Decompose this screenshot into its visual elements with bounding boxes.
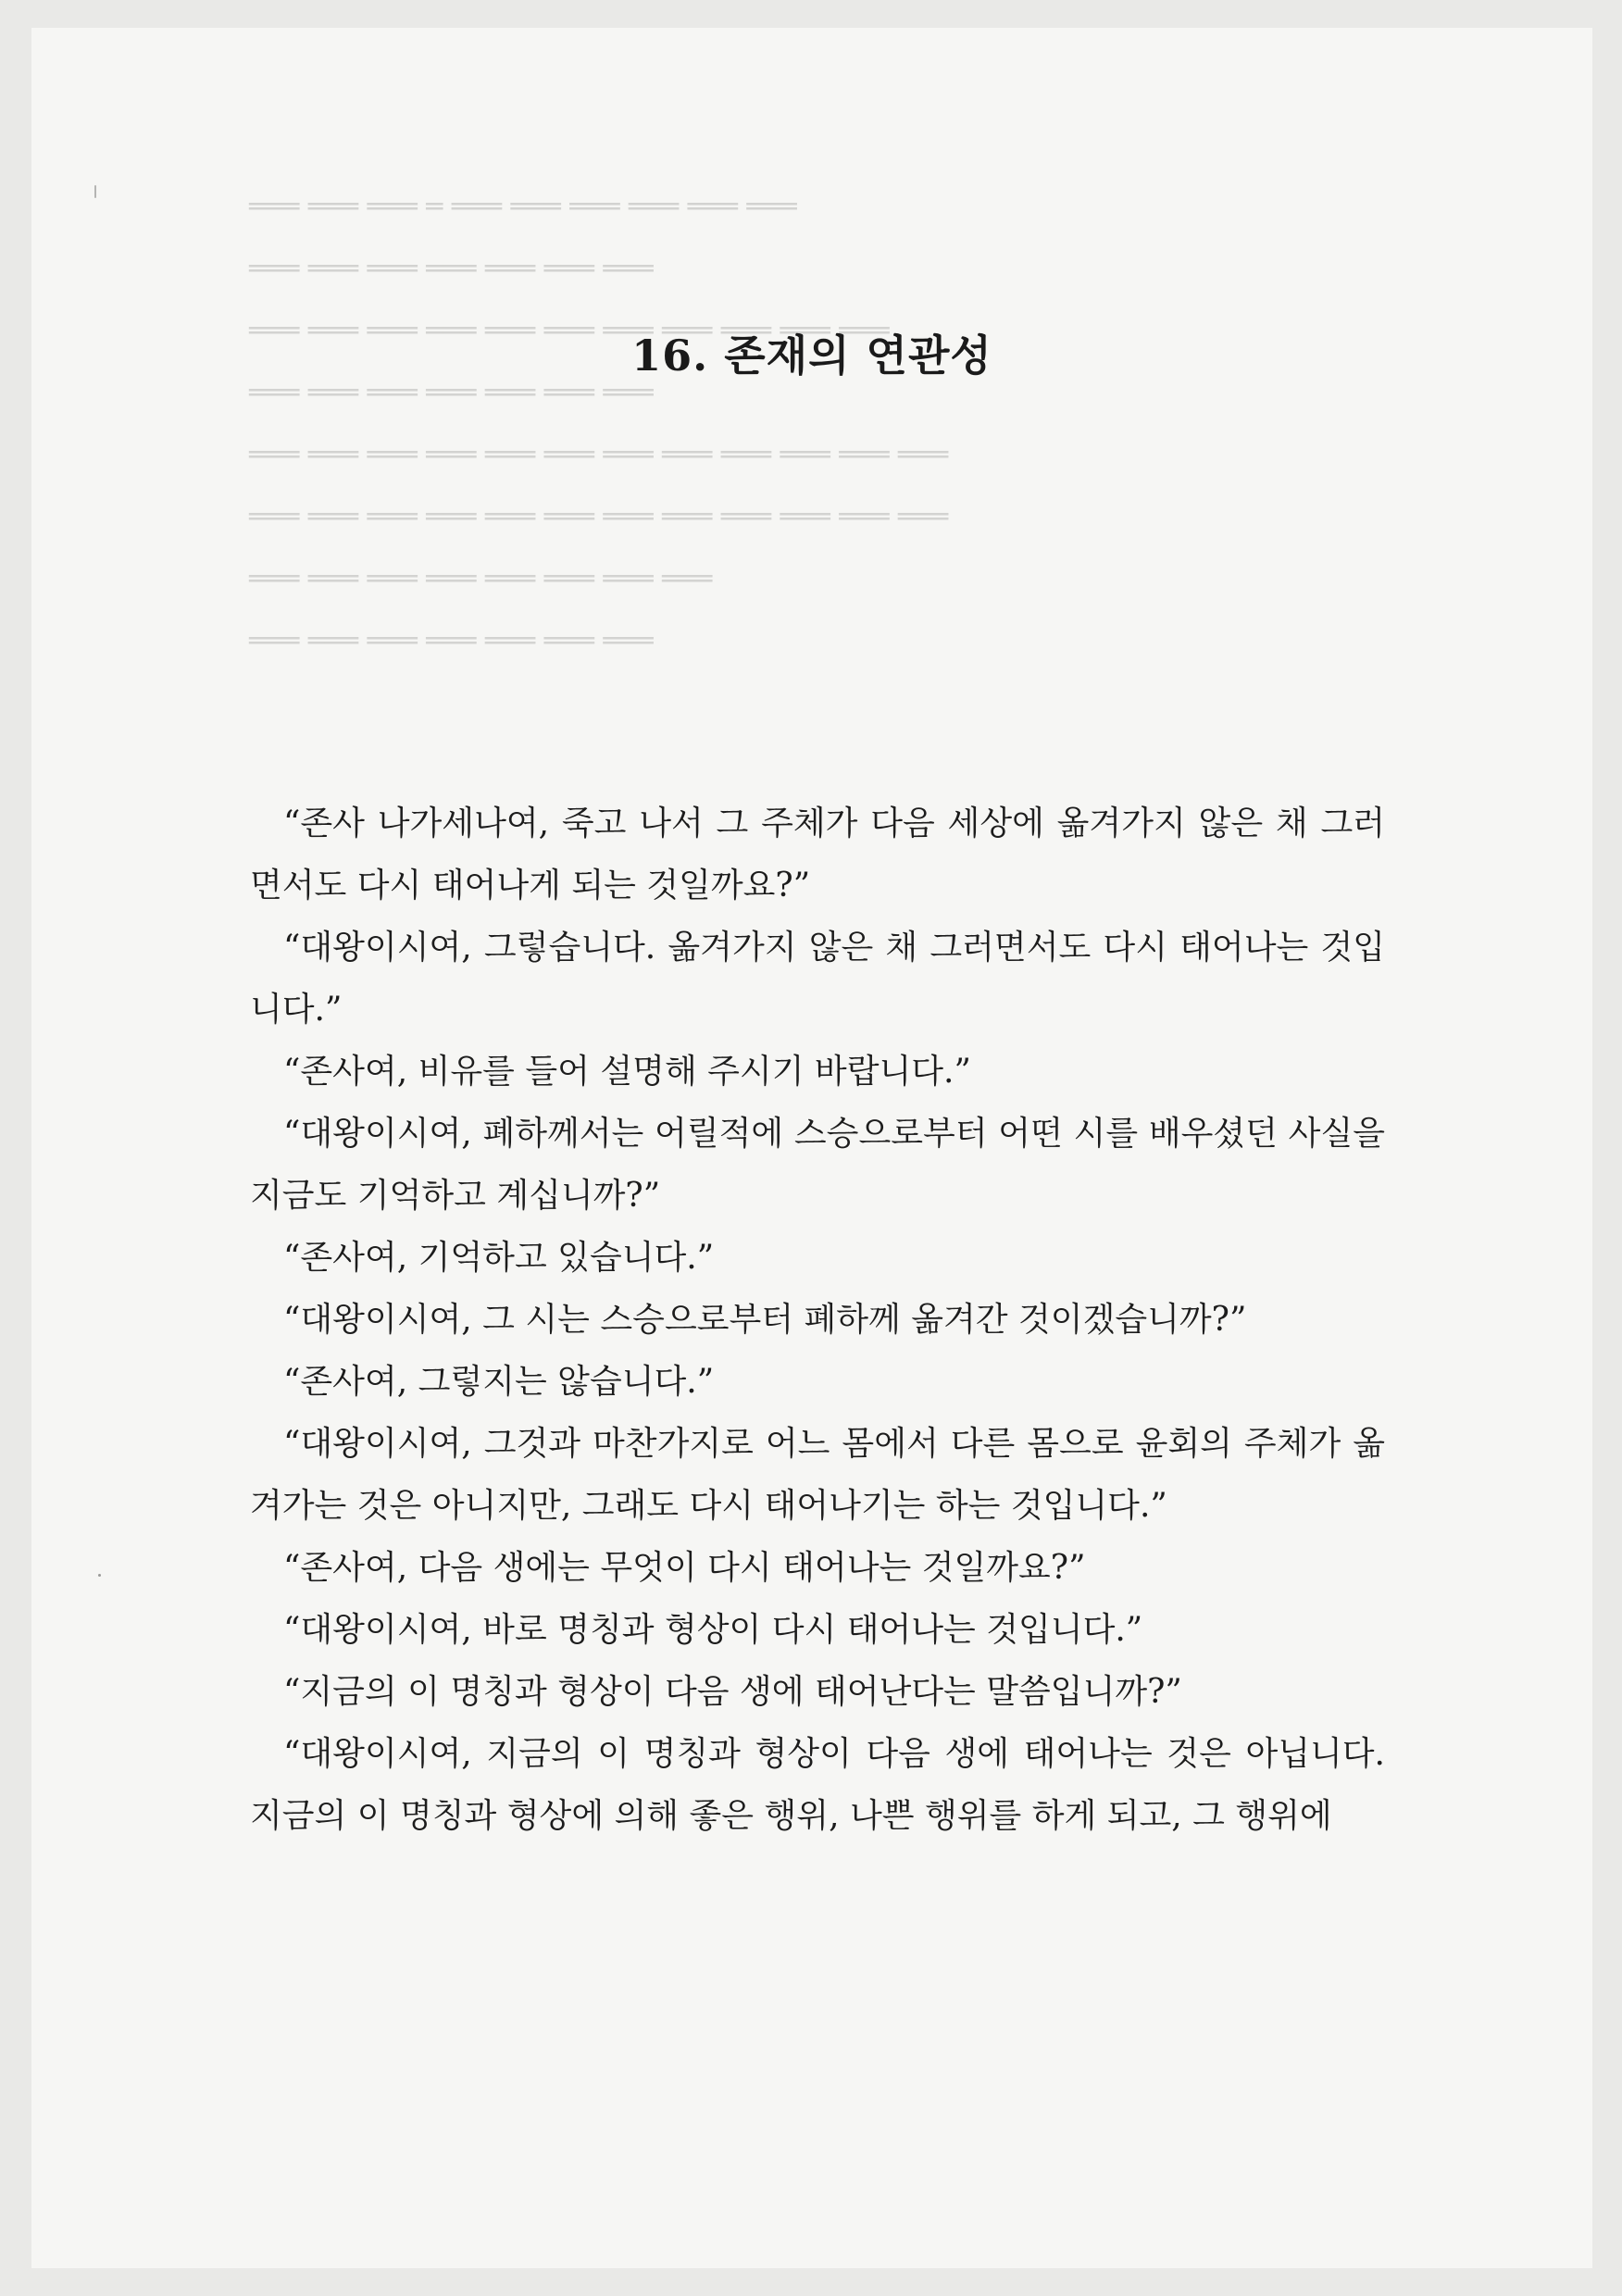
show-through-text: ═══ ═══ ═══ ═ ═══ ═══ ═══ ═══ ═══ ═══ ═══ ═══ ═══ ═══ ═══ ═══ ═══ ═══ ═══ ═══ ═══ ═══ ═══ ═══ ═══ ═══ ═══ ═══ ═══ ═══ ═══ ═══ ═══ ═══ ═══ ═══ ═══ ═══ ═══ ═══ ═══ ═══ ═══ ═══ ═══ ═══ ═══ ═══ ═══ ═══ ═══ ═══ ═══ ═══ ═══ ═══ ═══ ═══ ═══ ═══ ═══ ═══ ═══ ═══ ═══ ═══ ═══ ═══ ═══ ═══ ═══ ═══ ═══ ═══ — [249, 191, 949, 657]
paragraph: “존사여, 비유를 들어 설명해 주시기 바랍니다.” — [283, 1053, 971, 1091]
paragraph: “존사여, 그렇지는 않습니다.” — [283, 1363, 715, 1401]
paragraph: “대왕이시여, 폐하께서는 어릴적에 스승으로부터 어떤 시를 배우셨던 사실을 지금도 기억하고 계십니까?” — [250, 1115, 1385, 1215]
scan-speck — [98, 1574, 101, 1577]
page-title: 16. 존재의 연관성 — [631, 331, 992, 381]
paragraph: “존사여, 다음 생에는 무엇이 다시 태어나는 것일까요?” — [283, 1549, 1086, 1587]
body-text — [250, 792, 1385, 1847]
paragraph: “대왕이시여, 그것과 마찬가지로 어느 몸에서 다른 몸으로 윤회의 주체가 옮겨가는 것은 아니지만, 그래도 다시 태어나기는 하는 것입니다.” — [250, 1425, 1385, 1525]
paragraph: “대왕이시여, 지금의 이 명칭과 형상이 다음 생에 태어나는 것은 아닙니다. 지금의 이 명칭과 형상에 의해 좋은 행위, 나쁜 행위를 하게 되고, 그 행위에 — [250, 1735, 1385, 1835]
paragraph: “존사여, 기억하고 있습니다.” — [283, 1239, 715, 1277]
paragraph: “대왕이시여, 그 시는 스승으로부터 폐하께 옮겨간 것이겠습니까?” — [283, 1301, 1247, 1339]
scan-speck — [94, 185, 96, 198]
document-page — [31, 28, 1592, 2268]
paragraph: “대왕이시여, 바로 명칭과 형상이 다시 태어나는 것입니다.” — [283, 1611, 1143, 1649]
paragraph: “지금의 이 명칭과 형상이 다음 생에 태어난다는 말씀입니까?” — [283, 1673, 1182, 1711]
paragraph: “대왕이시여, 그렇습니다. 옮겨가지 않은 채 그러면서도 다시 태어나는 것입니다.” — [250, 929, 1385, 1029]
paragraph: “존사 나가세나여, 죽고 나서 그 주체가 다음 세상에 옮겨가지 않은 채 그러면서도 다시 태어나게 되는 것일까요?” — [250, 805, 1385, 905]
